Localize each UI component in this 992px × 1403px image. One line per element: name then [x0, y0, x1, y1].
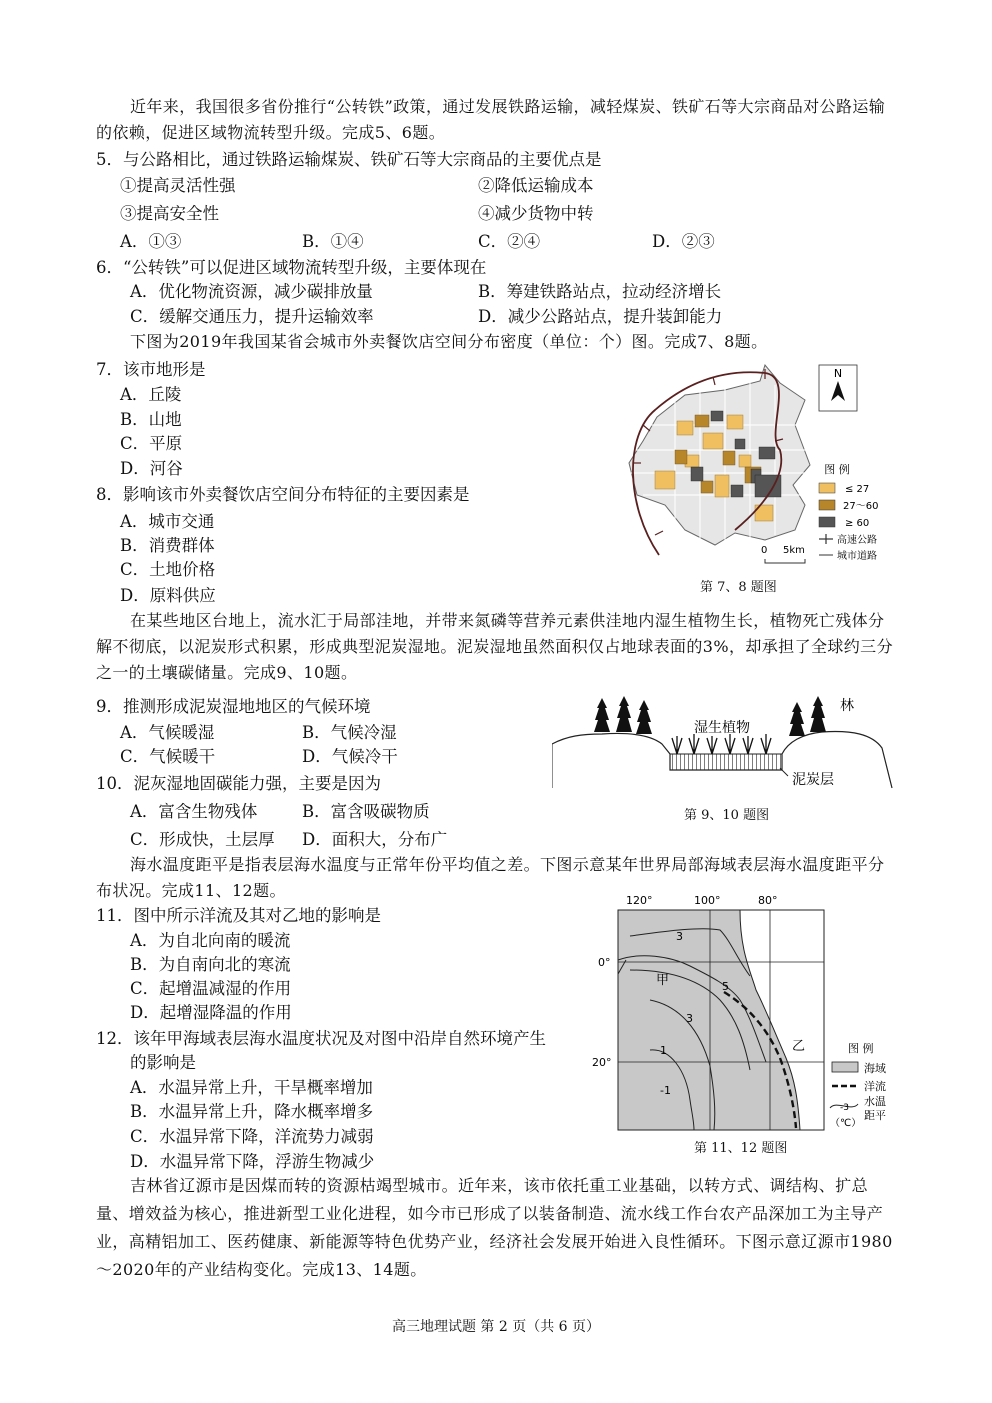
takeout-density-map [615, 355, 895, 573]
legend-swatch-low [819, 483, 835, 493]
q6-option-b: B．筹建铁路站点，拉动经济增长 [478, 282, 722, 301]
q5-item-2: ②降低运输成本 [478, 176, 594, 195]
isoline-label-1: 1 [660, 1044, 667, 1057]
intro-paragraph-2: 下图为2019年我国某省会城市外卖餐饮店空间分布密度（单位：个）图。完成7、8题。 [130, 332, 768, 351]
q11-option-c: C．起增温减湿的作用 [130, 979, 292, 998]
scale-zero: 0 [761, 545, 768, 556]
q5-option-a: A．①③ [120, 232, 182, 251]
question-6-stem: 6．“公转铁”可以促进区域物流转型升级，主要体现在 [96, 258, 487, 277]
legend-isoline-value: -3 [840, 1103, 849, 1113]
label-wetland-plants: 湿生植物 [694, 720, 750, 736]
q5-option-c: C．②④ [478, 232, 541, 251]
trees-left [594, 696, 652, 734]
q9-option-d: D．气候冷干 [302, 747, 398, 766]
label-forest: 林 [840, 698, 854, 714]
peat-wetland-diagram [552, 688, 894, 792]
scale-label: 5km [783, 545, 805, 556]
north-label: N [833, 367, 843, 380]
q12-option-a: A．水温异常上升，干旱概率增加 [130, 1078, 373, 1097]
q6-option-a: A．优化物流资源，减少碳排放量 [130, 282, 373, 301]
q5-item-1: ①提高灵活性强 [120, 176, 236, 195]
q9-option-b: B．气候冷湿 [302, 723, 397, 742]
question-12-stem: 12．该年甲海域表层海水温度状况及对图中沿岸自然环境产生 [96, 1029, 546, 1048]
q10-option-c: C．形成快，土层厚 [130, 830, 275, 849]
peat-layer [670, 754, 782, 770]
intro-paragraph-1: 近年来，我国很多省份推行“公转铁”政策，通过发展铁路运输，减轻煤炭、铁矿石等大宗商品对公路运输的依赖，促进区域物流转型升级。完成5、6题。 [96, 97, 886, 142]
fig910-caption: 第 9、10 题图 [684, 808, 770, 823]
intro-paragraph-4: 海水温度距平是指表层海水温度与正常年份平均值之差。下图示意某年世界局部海域表层海水温度距平分布状况。完成11、12题。 [96, 855, 885, 900]
lat-label-0: 0° [598, 956, 611, 969]
legend-swatch-high [819, 517, 835, 527]
q8-option-b: B．消费群体 [120, 536, 215, 555]
isoline-label-neg1: -1 [660, 1084, 671, 1097]
legend-temp-label: 水温 [864, 1095, 886, 1108]
q5-option-d: D．②③ [652, 232, 715, 251]
q12-option-d: D．水温异常下降，浮游生物减少 [130, 1152, 375, 1171]
legend-current-label: 洋流 [864, 1080, 886, 1093]
q6-option-c: C．缓解交通压力，提升运输效率 [130, 307, 374, 326]
question-7-stem: 7．该市地形是 [96, 360, 206, 379]
legend-sea-label: 海域 [864, 1062, 886, 1075]
q9-option-a: A．气候暖湿 [120, 723, 215, 742]
question-8-stem: 8．影响该市外卖餐饮店空间分布特征的主要因素是 [96, 485, 470, 504]
q5-option-b: B．①④ [302, 232, 364, 251]
q10-option-a: A．富含生物残体 [130, 802, 258, 821]
q5-item-3: ③提高安全性 [120, 204, 219, 223]
lat-label-20: 20° [592, 1056, 612, 1069]
isoline-label-5: 5 [722, 980, 729, 993]
question-10-stem: 10．泥灰湿地固碳能力强，主要是因为 [96, 774, 381, 793]
q7-option-b: B．山地 [120, 410, 182, 429]
legend-anomaly-label: 距平 [864, 1109, 886, 1122]
legend-label-mid: 27～60 [843, 501, 879, 512]
map78-caption: 第 7、8 题图 [700, 580, 777, 595]
question-5-stem: 5．与公路相比，通过铁路运输煤炭、铁矿石等大宗商品的主要优点是 [96, 150, 602, 169]
lon-label-120: 120° [626, 894, 653, 907]
label-jia: 甲 [656, 973, 670, 988]
q11-option-b: B．为自南向北的寒流 [130, 955, 291, 974]
map1112-legend-title: 图 例 [848, 1042, 874, 1055]
isoline-label-3-top: 3 [676, 930, 683, 943]
q7-option-c: C．平原 [120, 434, 183, 453]
legend-swatch-mid [819, 500, 835, 510]
intro-paragraph-3: 在某些地区台地上，流水汇于局部洼地，并带来氮磷等营养元素供洼地内湿生植物生长，植物死亡残体分解不彻底，以泥炭形式积累，形成典型泥炭湿地。泥炭湿地虽然面积仅占地球表面的3%，却承担了全球约三分之一的土壤碳储量。完成9、10题。 [96, 611, 893, 682]
q11-option-a: A．为自北向南的暖流 [130, 931, 291, 950]
q7-option-d: D．河谷 [120, 459, 183, 478]
q6-option-d: D．减少公路站点，提升装卸能力 [478, 307, 723, 326]
lon-label-80: 80° [758, 894, 778, 907]
q10-option-b: B．富含吸碳物质 [302, 802, 430, 821]
q10-option-d: D．面积大，分布广 [302, 830, 448, 849]
question-11-stem: 11．图中所示洋流及其对乙地的影响是 [96, 906, 381, 925]
legend-label-expressway: 高速公路 [837, 535, 877, 546]
q8-option-d: D．原料供应 [120, 586, 216, 605]
label-peat: 泥炭层 [792, 772, 834, 788]
sea-temperature-anomaly-map [590, 890, 900, 1134]
legend-sea-swatch [832, 1062, 858, 1072]
map1112-caption: 第 11、12 题图 [694, 1141, 788, 1156]
legend-label-low: ≤ 27 [845, 484, 870, 495]
map78-legend-title: 图 例 [824, 463, 850, 476]
q7-option-a: A．丘陵 [120, 385, 182, 404]
question-9-stem: 9．推测形成泥炭湿地地区的气候环境 [96, 697, 371, 716]
q5-item-4: ④减少货物中转 [478, 204, 594, 223]
legend-unit-label: （℃） [830, 1118, 862, 1129]
intro-paragraph-5: 吉林省辽源市是因煤而转的资源枯竭型城市。近年来，该市依托重工业基础，以转方式、调结构、扩总量、增效益为核心，推进新型工业化进程，如今市已形成了以装备制造、流水线工作台农产品深加工为主导产业，高精铝加工、医药健康、新能源等特色优势产业，经济社会发展开始进入良性循环。下图示意辽源市1980～2020年的产业结构变化。完成13、14题。 [96, 1176, 893, 1279]
question-12-stem-cont: 的影响是 [130, 1053, 196, 1072]
label-yi: 乙 [792, 1039, 806, 1054]
q12-option-c: C．水温异常下降，洋流势力减弱 [130, 1127, 374, 1146]
q11-option-d: D．起增湿降温的作用 [130, 1003, 292, 1022]
isoline-label-3: 3 [686, 1012, 693, 1025]
q8-option-a: A．城市交通 [120, 512, 215, 531]
legend-label-high: ≥ 60 [845, 518, 870, 529]
page-footer: 高三地理试题 第 2 页（共 6 页） [391, 1319, 601, 1335]
q8-option-c: C．土地价格 [120, 560, 216, 579]
lon-label-100: 100° [694, 894, 721, 907]
q12-option-b: B．水温异常上升，降水概率增多 [130, 1102, 374, 1121]
legend-label-road: 城市道路 [837, 551, 877, 562]
q9-option-c: C．气候暖干 [120, 747, 216, 766]
